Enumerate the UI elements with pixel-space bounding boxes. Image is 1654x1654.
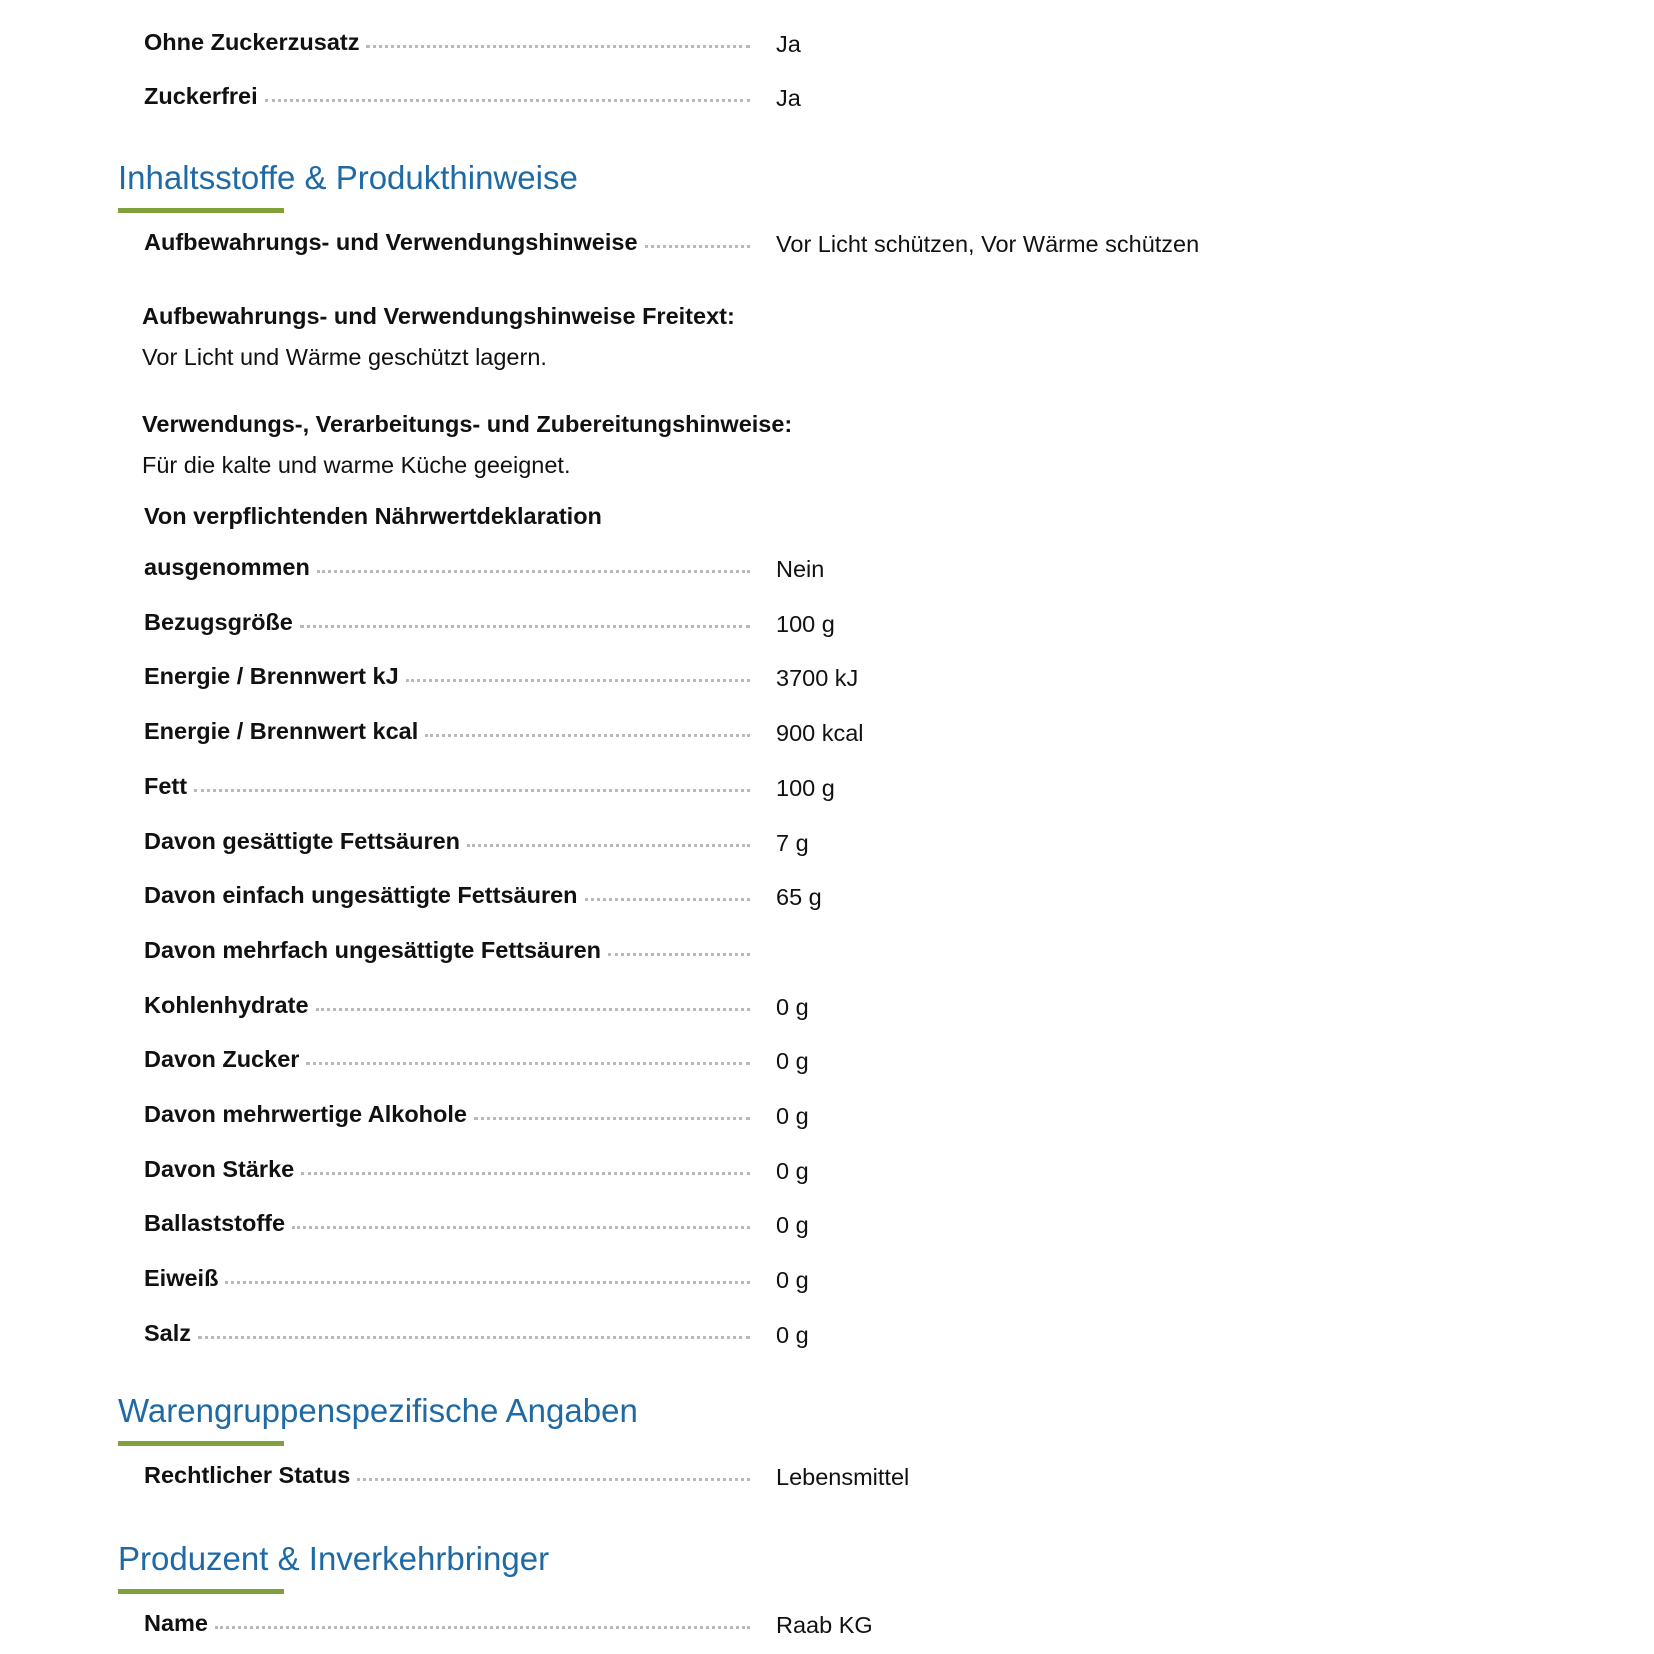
usage-text: Für die kalte und warme Küche geeignet. [142, 452, 571, 478]
section-heading-product-group: Warengruppenspezifische Angaben [118, 1392, 638, 1429]
leader-dots [585, 898, 750, 901]
label-text: Davon Stärke [144, 1156, 295, 1182]
leader-dots [301, 1172, 750, 1175]
row-value: 0 g [776, 1212, 809, 1238]
label-text: Davon mehrfach ungesättigte Fettsäuren [144, 937, 602, 963]
row-label [144, 1156, 750, 1183]
row-label [144, 828, 750, 855]
section-heading-underline [118, 1441, 284, 1446]
usage-title: Verwendungs-, Verarbeitungs- und Zubereitungshinweise: [142, 411, 793, 437]
leader-dots [645, 245, 750, 248]
leader-dots [225, 1281, 750, 1284]
row-label [144, 554, 750, 581]
leader-dots [198, 1336, 750, 1339]
leader-dots [194, 789, 750, 792]
row-legal-status [144, 1462, 1544, 1496]
row-label [144, 992, 750, 1019]
row-label [144, 882, 750, 909]
row-label [144, 29, 750, 56]
row-storage-hints [144, 229, 1544, 263]
label-text: Davon Zucker [144, 1046, 300, 1072]
row-value: 0 g [776, 1048, 809, 1074]
nutrition-row [144, 554, 1544, 588]
row-label [144, 83, 750, 110]
row-value: 900 kcal [776, 720, 864, 746]
leader-dots [265, 99, 750, 102]
row-value: Nein [776, 556, 825, 582]
nutrition-row [144, 1156, 1544, 1190]
label-text: Zuckerfrei [144, 83, 258, 109]
nutrition-row [144, 1265, 1544, 1299]
label-text: Kohlenhydrate [144, 992, 309, 1018]
nutrition-row [144, 992, 1544, 1026]
nutrition-row [144, 1046, 1544, 1080]
label-text: Salz [144, 1320, 192, 1346]
section-heading-producer: Produzent & Inverkehrbringer [118, 1540, 550, 1577]
label-text: Davon einfach ungesättigte Fettsäuren [144, 882, 578, 908]
row-value: 100 g [776, 775, 835, 801]
label-text: Ballaststoffe [144, 1210, 286, 1236]
row-value: Vor Licht schützen, Vor Wärme schützen [776, 231, 1200, 257]
row-label [144, 1101, 750, 1128]
leader-dots [215, 1626, 750, 1629]
row-value: 0 g [776, 994, 809, 1020]
leader-dots [474, 1117, 750, 1120]
row-value: Lebensmittel [776, 1464, 910, 1490]
row-producer-name [144, 1610, 1544, 1644]
storage-freetext: Vor Licht und Wärme geschützt lagern. [142, 344, 547, 370]
label-text: Davon gesättigte Fettsäuren [144, 828, 461, 854]
nutrition-row [144, 718, 1544, 752]
row-value: 3700 kJ [776, 665, 859, 691]
row-label [144, 773, 750, 800]
row-value: 0 g [776, 1267, 809, 1293]
leader-dots [292, 1226, 750, 1229]
row-value: Raab KG [776, 1612, 873, 1638]
row-label [144, 1610, 750, 1637]
row-label [144, 1320, 750, 1347]
leader-dots [306, 1062, 750, 1065]
row-label [144, 1046, 750, 1073]
row-value: 100 g [776, 611, 835, 637]
nutrition-row [144, 609, 1544, 643]
row-value: 0 g [776, 1158, 809, 1184]
nutrition-row [144, 663, 1544, 697]
label-text: Rechtlicher Status [144, 1462, 351, 1488]
nutrition-row [144, 773, 1544, 807]
section-heading-underline [118, 1589, 284, 1594]
section-heading-underline [118, 208, 284, 213]
leader-dots [317, 570, 750, 573]
leader-dots [366, 45, 750, 48]
row-label [144, 718, 750, 745]
row-label [144, 1210, 750, 1237]
label-text: Energie / Brennwert kJ [144, 663, 399, 689]
leader-dots [425, 734, 750, 737]
leader-dots [467, 844, 750, 847]
nutrition-row [144, 1320, 1544, 1354]
row-label [144, 937, 750, 964]
section-heading-ingredients: Inhaltsstoffe & Produkthinweise [118, 159, 578, 196]
row-label [144, 609, 750, 636]
row-label [144, 1462, 750, 1489]
label-text: Fett [144, 773, 188, 799]
label-text: Ohne Zuckerzusatz [144, 29, 360, 55]
row-zuckerfrei [144, 83, 1544, 117]
row-ohne-zuckerzusatz [144, 29, 1544, 63]
label-text: Aufbewahrungs- und Verwendungshinweise [144, 229, 638, 255]
nutrition-row [144, 828, 1544, 862]
nutrition-exempt-title: Von verpflichtenden Nährwertdeklaration [144, 503, 602, 529]
row-value: Ja [776, 31, 801, 57]
nutrition-row [144, 937, 1544, 971]
row-label [144, 229, 750, 256]
row-value: 0 g [776, 1103, 809, 1129]
nutrition-row [144, 1101, 1544, 1135]
leader-dots [316, 1008, 750, 1011]
label-text: Name [144, 1610, 209, 1636]
leader-dots [357, 1478, 750, 1481]
nutrition-row [144, 1210, 1544, 1244]
label-text: Eiweiß [144, 1265, 219, 1291]
leader-dots [608, 953, 750, 956]
row-label [144, 1265, 750, 1292]
nutrition-row [144, 882, 1544, 916]
leader-dots [406, 679, 750, 682]
storage-freetext-title: Aufbewahrungs- und Verwendungshinweise Freitext: [142, 303, 735, 329]
label-text: ausgenommen [144, 554, 310, 580]
label-text: Bezugsgröße [144, 609, 293, 635]
row-value: 65 g [776, 884, 822, 910]
label-text: Davon mehrwertige Alkohole [144, 1101, 467, 1127]
row-value: 0 g [776, 1322, 809, 1348]
row-label [144, 663, 750, 690]
row-value: Ja [776, 85, 801, 111]
row-value: 7 g [776, 830, 809, 856]
leader-dots [300, 625, 750, 628]
label-text: Energie / Brennwert kcal [144, 718, 419, 744]
